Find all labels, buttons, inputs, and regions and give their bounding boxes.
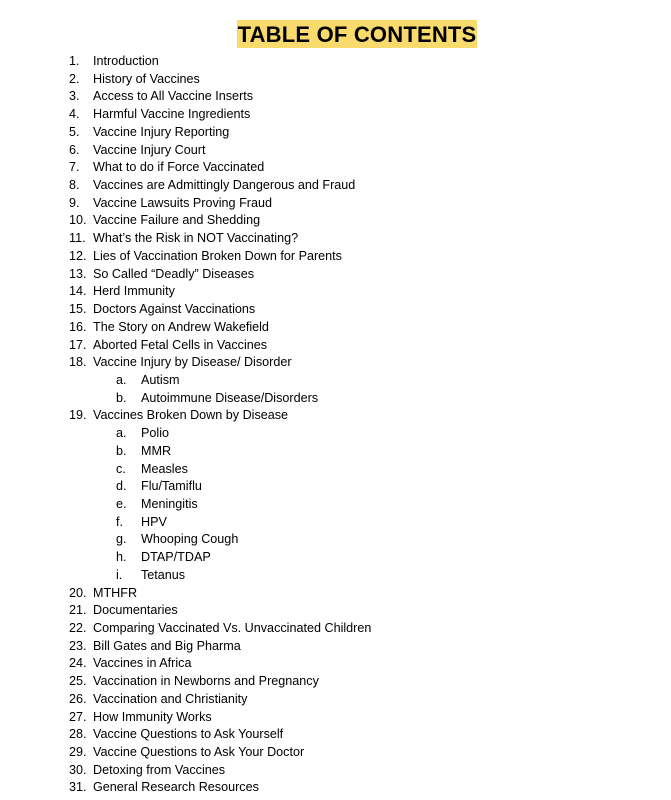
toc-item-label: How Immunity Works (93, 709, 212, 724)
toc-item-number: d. (116, 479, 127, 494)
toc-item-number: e. (116, 496, 127, 511)
toc-item (0, 71, 671, 89)
toc-item-number: 2. (69, 71, 80, 86)
toc-item-number: 14. (69, 284, 87, 299)
toc-item-label: Vaccine Questions to Ask Your Doctor (93, 745, 305, 760)
toc-item-number: 24. (69, 656, 87, 671)
toc-item-number: 16. (69, 319, 87, 334)
toc-subitem (0, 390, 671, 408)
toc-item-label: Vaccine Questions to Ask Yourself (93, 727, 284, 742)
toc-item-label: Vaccine Injury by Disease/ Disorder (93, 355, 292, 370)
title-wrapper (0, 20, 671, 48)
toc-item-label: Doctors Against Vaccinations (93, 302, 256, 317)
toc-item-number: h. (116, 550, 127, 565)
toc-item-number: 27. (69, 709, 87, 724)
toc-item (0, 319, 671, 337)
toc-item-number: 29. (69, 745, 87, 760)
toc-item (0, 620, 671, 638)
toc-item-label: Polio (141, 426, 170, 441)
toc-item-number: 31. (69, 780, 87, 795)
toc-item (0, 248, 671, 266)
toc-subitem (0, 443, 671, 461)
toc-item-label: Detoxing from Vaccines (93, 762, 226, 777)
toc-item-number: a. (116, 372, 127, 387)
toc-item-label: Lies of Vaccination Broken Down for Parents (93, 248, 342, 263)
toc-item (0, 407, 671, 425)
toc-item-number: c. (116, 461, 126, 476)
toc-item-number: 4. (69, 107, 80, 122)
toc-item (0, 177, 671, 195)
toc-item-number: 3. (69, 89, 80, 104)
toc-item (0, 744, 671, 762)
toc-item-number: 28. (69, 727, 87, 742)
toc-item-number: f. (116, 514, 123, 529)
toc-item-label: Meningitis (141, 496, 198, 511)
toc-item-label: Vaccines Broken Down by Disease (93, 408, 289, 423)
toc-item-number: b. (116, 390, 127, 405)
toc-item-label: Bill Gates and Big Pharma (93, 638, 241, 653)
toc-item (0, 638, 671, 656)
toc-subitem (0, 372, 671, 390)
toc-item-label: General Research Resources (93, 780, 259, 795)
toc-item-number: 30. (69, 762, 87, 777)
toc-item-label: Introduction (93, 54, 159, 68)
toc-item-label: MMR (141, 443, 172, 458)
toc-item-label: Vaccines are Admittingly Dangerous and Fraud (93, 178, 356, 193)
toc-item (0, 142, 671, 160)
toc-item-label: DTAP/TDAP (141, 550, 211, 565)
toc-item (0, 106, 671, 124)
toc-item-label: Harmful Vaccine Ingredients (93, 107, 251, 122)
toc-subitem (0, 567, 671, 585)
toc-item-number: 15. (69, 302, 87, 317)
page-title: TABLE OF CONTENTS (237, 22, 477, 47)
toc-item-number: a. (116, 426, 127, 441)
toc-item-number: 19. (69, 408, 87, 423)
toc-item-label: So Called “Deadly” Diseases (93, 266, 254, 281)
toc-item (0, 673, 671, 691)
toc-item-label: Whooping Cough (141, 532, 239, 547)
toc-item-label: Measles (141, 461, 188, 476)
toc-item-label: The Story on Andrew Wakefield (93, 319, 269, 334)
toc-item-number: 1. (69, 54, 80, 68)
toc-subitem (0, 496, 671, 514)
toc-item-number: 22. (69, 621, 87, 635)
toc-item-label: Aborted Fetal Cells in Vaccines (93, 337, 268, 352)
toc-item (0, 283, 671, 301)
toc-item-label: HPV (141, 514, 167, 529)
toc-item-label: Vaccines in Africa (93, 656, 192, 671)
toc-item (0, 354, 671, 372)
toc-item-label: Access to All Vaccine Inserts (93, 89, 254, 104)
toc-item (0, 691, 671, 709)
toc-item-number: 13. (69, 266, 87, 281)
table-of-contents (0, 53, 671, 797)
toc-subitem (0, 478, 671, 496)
toc-item (0, 159, 671, 177)
toc-item-label: Vaccine Injury Reporting (93, 124, 230, 139)
toc-item-label: Vaccine Failure and Shedding (93, 213, 261, 228)
toc-item (0, 212, 671, 230)
toc-item-label: Vaccination and Christianity (93, 691, 248, 706)
toc-item-number: 17. (69, 337, 87, 352)
toc-item-number: 6. (69, 142, 80, 157)
toc-item (0, 585, 671, 603)
toc-item (0, 602, 671, 620)
toc-item (0, 709, 671, 727)
toc-item-number: 26. (69, 691, 87, 706)
toc-item-number: 9. (69, 195, 80, 210)
toc-item (0, 726, 671, 744)
toc-item-number: g. (116, 532, 127, 547)
toc-item-number: 25. (69, 674, 87, 689)
toc-subitem (0, 514, 671, 532)
toc-subitem (0, 531, 671, 549)
toc-item-label: Vaccination in Newborns and Pregnancy (93, 674, 319, 689)
toc-item-label: Documentaries (93, 603, 178, 618)
toc-subitem (0, 425, 671, 443)
toc-item-number: i. (116, 567, 123, 582)
toc-item (0, 230, 671, 248)
toc-item (0, 53, 671, 71)
toc-item-number: 8. (69, 178, 80, 193)
toc-item-label: Comparing Vaccinated Vs. Unvaccinated Children (93, 621, 372, 635)
toc-item-number: 23. (69, 638, 87, 653)
toc-item-label: Herd Immunity (93, 284, 175, 299)
toc-item-label: History of Vaccines (93, 71, 200, 86)
toc-item-number: 12. (69, 248, 87, 263)
toc-item-label: Vaccine Injury Court (93, 142, 206, 157)
toc-item (0, 88, 671, 106)
toc-item (0, 301, 671, 319)
toc-item-label: Tetanus (141, 567, 186, 582)
toc-subitem (0, 549, 671, 567)
toc-item (0, 266, 671, 284)
toc-item (0, 195, 671, 213)
toc-item-number: 18. (69, 355, 87, 370)
toc-item-number: b. (116, 443, 127, 458)
toc-item (0, 762, 671, 780)
toc-item-label: Autism (141, 372, 180, 387)
toc-item (0, 655, 671, 673)
toc-item-number: 7. (69, 160, 80, 175)
toc-item-number: 5. (69, 124, 80, 139)
toc-item-label: Vaccine Lawsuits Proving Fraud (93, 195, 272, 210)
toc-item (0, 124, 671, 142)
toc-item-number: 21. (69, 603, 87, 618)
toc-item-number: 10. (69, 213, 87, 228)
toc-item (0, 337, 671, 355)
toc-item-label: Flu/Tamiflu (141, 479, 202, 494)
toc-subitem (0, 461, 671, 479)
toc-item-number: 20. (69, 585, 87, 600)
toc-item-label: Autoimmune Disease/Disorders (141, 390, 319, 405)
toc-item-label: What to do if Force Vaccinated (93, 160, 265, 175)
toc-item (0, 779, 671, 797)
toc-item-number: 11. (69, 231, 86, 246)
toc-item-label: MTHFR (93, 585, 138, 600)
toc-item-label: What’s the Risk in NOT Vaccinating? (93, 231, 299, 246)
